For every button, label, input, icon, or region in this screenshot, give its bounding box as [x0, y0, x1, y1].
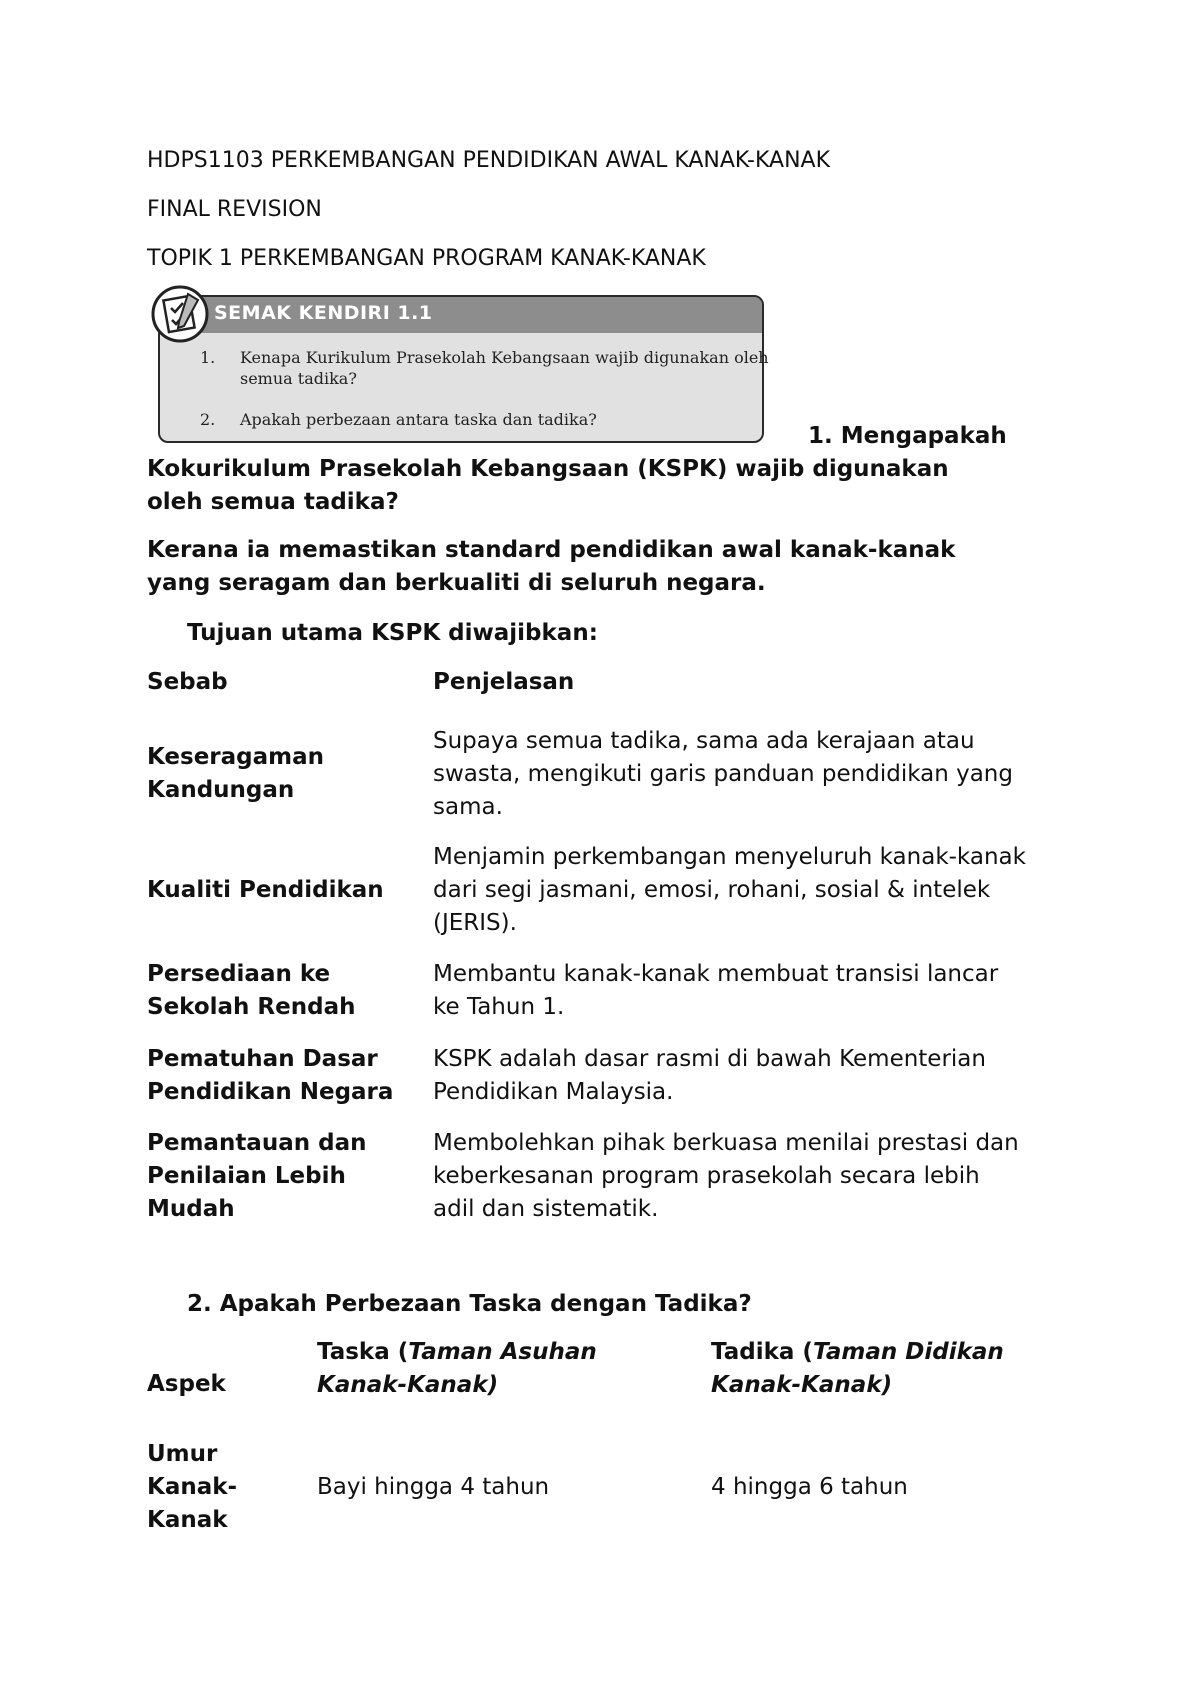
cell-line: ke Tahun 1. [433, 993, 565, 1020]
table-title: Tujuan utama KSPK diwajibkan: [187, 620, 598, 646]
column-header-tadika: Tadika (Taman Didikan Kanak-Kanak) [711, 1339, 1004, 1398]
cell-line: Membantu kanak-kanak membuat transisi lancar [433, 960, 999, 987]
cell-line: Supaya semua tadika, sama ada kerajaan atau [433, 727, 975, 754]
explanation-cell [433, 832, 1067, 948]
semak-question-number: 1. [200, 348, 216, 367]
cell-line: Kualiti Pendidikan [147, 876, 384, 903]
cell-line: adil dan sistematik. [433, 1195, 659, 1222]
cell-line: Sekolah Rendah [147, 993, 356, 1020]
table-row [147, 1033, 1067, 1118]
q1-answer: yang seragam dan berkualiti di seluruh negara. [147, 570, 766, 596]
semak-question-text: Kenapa Kurikulum Prasekolah Kebangsaan wajib digunakan oleh [240, 348, 769, 367]
table-row [147, 1118, 1067, 1234]
explanation-cell [433, 948, 1067, 1033]
reason-cell [147, 716, 433, 832]
tadika-cell: 4 hingga 6 tahun [711, 1473, 908, 1500]
column-header: Penjelasan [433, 669, 575, 695]
column-header-aspek: Aspek [147, 1370, 226, 1397]
cell-line: Kanak- [147, 1473, 238, 1500]
cell-line: Membolehkan pihak berkuasa menilai prestasi dan [433, 1129, 1019, 1156]
semak-question-text: semua tadika? [240, 369, 357, 388]
kspk-reasons-table [147, 666, 1067, 1234]
column-header-taska: Taska (Taman Asuhan Kanak-Kanak) [317, 1339, 597, 1398]
aspect-cell [147, 1432, 317, 1542]
cell-line: KSPK adalah dasar rasmi di bawah Kementerian [433, 1045, 986, 1072]
semak-question-text: Apakah perbezaan antara taska dan tadika? [240, 410, 597, 429]
cell-line: Pendidikan Negara [147, 1078, 394, 1105]
table-header-row [147, 666, 1067, 716]
semak-question-number: 2. [200, 410, 216, 429]
cell-line: Pematuhan Dasar [147, 1045, 378, 1072]
cell-line: Umur [147, 1440, 218, 1467]
cell-line: swasta, mengikuti garis panduan pendidikan yang [433, 760, 1013, 787]
course-title: HDPS1103 PERKEMBANGAN PENDIDIKAN AWAL KANAK-KANAK [147, 148, 830, 173]
explanation-cell [433, 1118, 1067, 1234]
reason-cell [147, 832, 433, 948]
q1-heading: oleh semua tadika? [147, 489, 399, 515]
cell-line: Persediaan ke [147, 960, 331, 987]
cell-line: Kanak [147, 1506, 228, 1533]
explanation-cell [433, 1033, 1067, 1118]
cell-line: dari segi jasmani, emosi, rohani, sosial & intelek [433, 876, 991, 903]
cell-line: keberkesanan program prasekolah secara lebih [433, 1162, 980, 1189]
table-header-row [147, 1336, 1067, 1432]
table-row [147, 716, 1067, 832]
cell-line: Kandungan [147, 777, 295, 803]
document-subtitle: FINAL REVISION [147, 197, 322, 222]
cell-line: (JERIS). [433, 909, 517, 936]
taska-cell: Bayi hingga 4 tahun [317, 1473, 550, 1500]
cell-line: Pendidikan Malaysia. [433, 1078, 674, 1105]
checklist-icon [150, 284, 210, 344]
reason-cell [147, 1118, 433, 1234]
cell-line: Mudah [147, 1195, 235, 1222]
table-row [147, 1432, 1067, 1542]
cell-line: Menjamin perkembangan menyeluruh kanak-kanak [433, 843, 1026, 870]
q1-answer: Kerana ia memastikan standard pendidikan awal kanak-kanak [147, 537, 956, 563]
table-row [147, 832, 1067, 948]
topic-title: TOPIK 1 PERKEMBANGAN PROGRAM KANAK-KANAK [147, 246, 706, 271]
explanation-cell [433, 716, 1067, 832]
cell-line: sama. [433, 793, 503, 820]
taska-tadika-table [147, 1336, 1067, 1542]
reason-cell [147, 1033, 433, 1118]
reason-cell [147, 948, 433, 1033]
q1-heading: 1. Mengapakah [808, 423, 1007, 449]
semak-kendiri-title: SEMAK KENDIRI 1.1 [214, 302, 433, 324]
cell-line: Penilaian Lebih [147, 1162, 346, 1189]
column-header: Sebab [147, 669, 228, 695]
q2-heading: 2. Apakah Perbezaan Taska dengan Tadika? [187, 1291, 752, 1317]
q1-heading: Kokurikulum Prasekolah Kebangsaan (KSPK) wajib digunakan [147, 456, 949, 482]
table-row [147, 948, 1067, 1033]
cell-line: Keseragaman [147, 744, 325, 770]
cell-line: Pemantauan dan [147, 1129, 367, 1156]
